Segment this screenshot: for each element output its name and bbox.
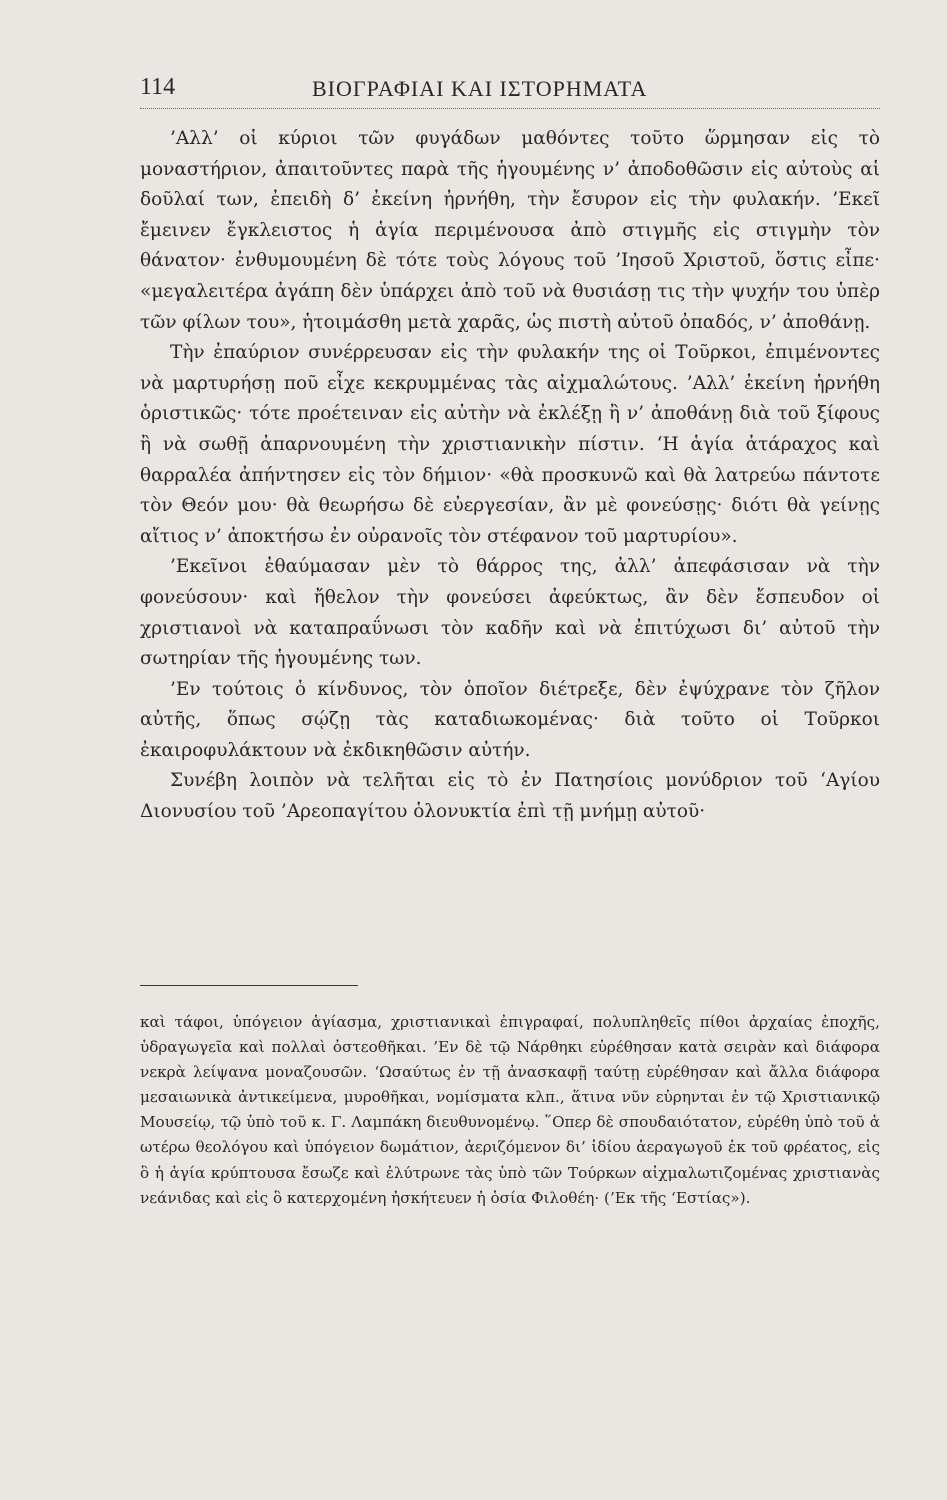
page-header (140, 72, 880, 109)
footnote-divider (140, 985, 358, 986)
running-title: ΒΙΟΓΡΑΦΙΑΙ ΚΑΙ ΙΣΤΟΡΗΜΑΤΑ (312, 76, 648, 101)
footnote (140, 1010, 880, 1211)
paragraph: ’Αλλ’ οἱ κύριοι τῶν φυγάδων μαθόντες τοῦτο ὥρμησαν εἰς τὸ μοναστήριον, ἀπαιτοῦντες παρὰ τῆς ἡγουμένης ν’ ἀποδοθῶσιν εἰς αὐτοὺς αἱ δοῦλαί των, ἐπειδὴ δ’ ἐκείνη ἠρνήθη, τὴν ἔσυρον εἰς τὴν φυλακήν. ’Εκεῖ ἔμεινεν ἔγκλειστος ἡ ἁγία περιμένουσα ἀπὸ στιγμῆς εἰς στιγμὴν τὸν θάνατον· ἐνθυμουμένη δὲ τότε τοὺς λόγους τοῦ ’Ιησοῦ Χριστοῦ, ὅστις εἶπε· «μεγαλειτέρα ἀγάπη δὲν ὑπάρχει ἀπὸ τοῦ νὰ θυσιάσῃ τις τὴν ψυχήν του ὑπὲρ τῶν φίλων του», ἡτοιμάσθη μετὰ χαρᾶς, ὡς πιστὴ αὐτοῦ ὀπαδός, ν’ ἀποθάνῃ. (140, 128, 880, 333)
paragraph: Συνέβη λοιπὸν νὰ τελῆται εἰς τὸ ἐν Πατησίοις μονύδριον τοῦ ‘Αγίου Διονυσίου τοῦ ’Αρεοπαγίτου ὁλονυκτία ἐπὶ τῇ μνήμῃ αὐτοῦ· (140, 770, 880, 823)
paragraph: ’Εν τούτοις ὁ κίνδυνος, τὸν ὁποῖον διέτρεξε, δὲν ἐψύχρανε τὸν ζῆλον αὐτῆς, ὅπως σῴζῃ τὰς καταδιωκομένας· διὰ τοῦτο οἱ Τοῦρκοι ἐκαιροφυλάκτουν νὰ ἐκδικηθῶσιν αὐτήν. (140, 678, 880, 761)
paragraph: Τὴν ἐπαύριον συνέρρευσαν εἰς τὴν φυλακήν της οἱ Τοῦρκοι, ἐπιμένοντες νὰ μαρτυρήσῃ ποῦ εἶχε κεκρυμμένας τὰς αἰχμαλώτους. ’Αλλ’ ἐκείνη ἠρνήθη ὁριστικῶς· τότε προέτειναν εἰς αὐτὴν νὰ ἐκλέξῃ ἢ ν’ ἀποθάνῃ διὰ τοῦ ξίφους ἢ νὰ σωθῇ ἀπαρνουμένη τὴν χριστιανικὴν πίστιν. ‘Η ἁγία ἀτάραχος καὶ θαρραλέα ἀπήντησεν εἰς τὸν δήμιον· «θὰ προσκυνῶ καὶ θὰ λατρεύω πάντοτε τὸν Θεόν μου· θὰ θεωρήσω δὲ εὐεργεσίαν, ἂν μὲ φονεύσῃς· διότι θὰ γείνῃς αἴτιος ν’ ἀποκτήσω ἐν οὐρανοῖς τὸν στέφανον τοῦ μαρτυρίου». (140, 342, 880, 547)
paragraph: ’Εκεῖνοι ἐθαύμασαν μὲν τὸ θάρρος της, ἀλλ’ ἀπεφάσισαν νὰ τὴν φονεύσουν· καὶ ἤθελον τὴν φονεύσει ἀφεύκτως, ἂν δὲν ἔσπευδον οἱ χριστιανοὶ νὰ καταπραΰνωσι τὸν καδῆν καὶ νὰ ἐπιτύχωσι δι’ αὐτοῦ τὴν σωτηρίαν τῆς ἡγουμένης των. (140, 556, 880, 670)
main-text (140, 124, 880, 828)
page-number: 114 (140, 74, 176, 100)
footnote-text: καὶ τάφοι, ὑπόγειον ἁγίασμα, χριστιανικαὶ ἐπιγραφαί, πολυπληθεῖς πίθοι ἀρχαίας ἐποχῆς, ὑδραγωγεῖα καὶ πολλαὶ ὀστεοθῆκαι. ’Εν δὲ τῷ Νάρθηκι εὑρέθησαν κατὰ σειρὰν καὶ διάφορα νεκρὰ λείψανα μοναζουσῶν. ‘Ωσαύτως ἐν τῇ ἀνασκαφῇ ταύτῃ εὑρέθησαν καὶ ἄλλα διάφορα μεσαιωνικὰ ἀντικείμενα, μυροθῆκαι, νομίσματα κλπ., ἅτινα νῦν εὑρηνται ἐν τῷ Χριστιανικῷ Μουσείῳ, τῷ ὑπὸ τοῦ κ. Γ. Λαμπάκη διευθυνομένῳ. ῞Οπερ δὲ σπουδαιότατον, εὑρέθη ὑπὸ τοῦ ἁ ωτέρω θεολόγου καὶ ὑπόγειον δωμάτιον, ἀεριζόμενον δι’ ἰδίου ἀεραγωγοῦ ἐκ τοῦ φρέατος, εἰς ὃ ἡ ἁγία κρύπτουσα ἔσωζε καὶ ἐλύτρωνε τὰς ὑπὸ τῶν Τούρκων αἰχμαλωτιζομένας χριστιανὰς νεάνιδας καὶ εἰς ὃ κατερχομένη ἠσκήτευεν ἡ ὁσία Φιλοθέη· (’Εκ τῆς ‘Εστίας»). (140, 1013, 880, 1207)
